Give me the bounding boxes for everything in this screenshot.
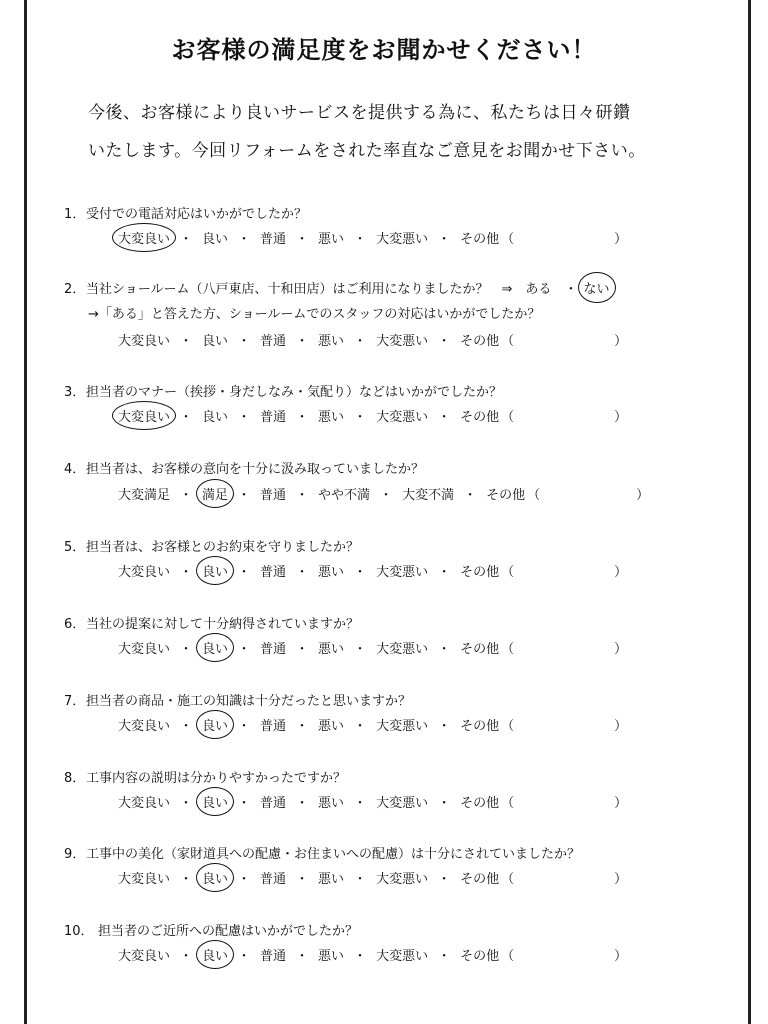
option-good[interactable]: 良い [200, 561, 230, 580]
question-text: 担当者のマナー（挨拶・身だしなみ・気配り）などはいかがでしたか？ [86, 385, 503, 400]
question-3 [64, 381, 502, 400]
option-other[interactable]: その他 [460, 642, 500, 657]
option-no-circled[interactable]: ない [582, 278, 612, 297]
question-6 [64, 613, 359, 632]
question-text: 当社ショールーム（八戸東店、十和田店）はご利用になりましたか？ ⇒ ある ・ [86, 282, 578, 297]
question-text: 工事内容の説明は分かりやすかったですか？ [86, 771, 347, 786]
option-very-bad[interactable]: 大変悪い [376, 565, 429, 580]
question-2-followup: →「ある」と答えた方、ショールームでのスタッフの対応はいかがでしたか？ [88, 307, 541, 322]
option-bad[interactable]: 悪い [318, 232, 345, 247]
intro-line-1: 今後、お客様により良いサービスを提供する為に、私たちは日々研鑽 [88, 103, 631, 123]
question-number: 3． [64, 385, 86, 400]
option-very-good[interactable]: 大変良い [118, 642, 171, 657]
option-other[interactable]: その他 [460, 719, 500, 734]
question-number: 2． [64, 282, 86, 297]
option-good[interactable]: 良い [200, 868, 230, 887]
option-other[interactable]: その他 [460, 796, 500, 811]
question-7 [64, 690, 411, 709]
option-normal[interactable]: 普通 [260, 232, 287, 247]
question-number: 9． [64, 847, 86, 862]
question-5 [64, 536, 359, 555]
option-other[interactable]: その他 [460, 232, 500, 247]
option-good[interactable]: 良い [200, 638, 230, 657]
option-satisfied[interactable]: 満足 [200, 484, 230, 503]
option-normal[interactable]: 普通 [260, 796, 287, 811]
option-normal[interactable]: 普通 [260, 949, 287, 964]
option-very-satisfied[interactable]: 大変満足 [118, 488, 171, 503]
option-good[interactable]: 良い [202, 334, 229, 349]
question-number: 1． [64, 207, 86, 222]
question-number: 8． [64, 771, 86, 786]
question-text: 担当者は、お客様とのお約束を守りましたか？ [86, 540, 360, 555]
page-border-left [24, 0, 27, 1024]
option-other[interactable]: その他 [460, 565, 500, 580]
question-text: 担当者は、お客様の意向を十分に汲み取っていましたか？ [86, 462, 425, 477]
option-normal[interactable]: 普通 [260, 565, 287, 580]
option-very-good[interactable]: 大変良い [118, 796, 171, 811]
question-number: 10． [64, 924, 94, 939]
option-very-good[interactable]: 大変良い [116, 406, 172, 425]
option-normal[interactable]: 普通 [260, 719, 287, 734]
question-1 [64, 203, 307, 222]
option-bad[interactable]: 悪い [318, 334, 345, 349]
option-bad[interactable]: 悪い [318, 872, 345, 887]
option-other[interactable]: その他 [486, 488, 526, 503]
option-bad[interactable]: 悪い [318, 565, 345, 580]
option-good[interactable]: 良い [200, 715, 230, 734]
option-good[interactable]: 良い [200, 945, 230, 964]
option-very-bad[interactable]: 大変悪い [376, 642, 429, 657]
answer-row-2: 大変良い ・ 良い ・ 普通 ・ 悪い ・ 大変悪い ・ その他 （ ） [116, 330, 627, 349]
page-title: お客様の満足度をお聞かせください！ [171, 36, 597, 64]
question-text: 受付での電話対応はいかがでしたか？ [86, 207, 308, 222]
question-number: 5． [64, 540, 86, 555]
option-very-good[interactable]: 大変良い [116, 228, 172, 247]
intro-line-2: いたします。今回リフォームをされた率直なご意見をお聞かせ下さい。 [88, 141, 646, 161]
question-4 [64, 458, 424, 477]
option-very-bad[interactable]: 大変悪い [376, 872, 429, 887]
answer-row-4: 大変満足 ・ 満足 ・ 普通 ・ やや不満 ・ 大変不満 ・ その他 （ ） [116, 484, 649, 503]
answer-row-6: 大変良い ・ 良い ・ 普通 ・ 悪い ・ 大変悪い ・ その他 （ ） [116, 638, 627, 657]
option-very-good[interactable]: 大変良い [118, 949, 171, 964]
question-text: 工事中の美化（家財道具への配慮・お住まいへの配慮）は十分にされていましたか？ [86, 847, 581, 862]
option-other[interactable]: その他 [460, 949, 500, 964]
option-normal[interactable]: 普通 [260, 410, 287, 425]
question-number: 7． [64, 694, 86, 709]
option-very-bad[interactable]: 大変悪い [376, 334, 429, 349]
option-other[interactable]: その他 [460, 410, 500, 425]
option-good[interactable]: 良い [202, 232, 229, 247]
page-border-right [748, 0, 751, 1024]
question-text: 担当者のご近所への配慮はいかがでしたか？ [98, 924, 359, 939]
answer-row-8: 大変良い ・ 良い ・ 普通 ・ 悪い ・ 大変悪い ・ その他 （ ） [116, 792, 627, 811]
option-very-bad[interactable]: 大変悪い [376, 796, 429, 811]
question-number: 4． [64, 462, 86, 477]
question-text: 担当者の商品・施工の知識は十分だったと思いますか？ [86, 694, 412, 709]
option-bad[interactable]: 悪い [318, 796, 345, 811]
answer-row-10: 大変良い ・ 良い ・ 普通 ・ 悪い ・ 大変悪い ・ その他 （ ） [116, 945, 627, 964]
question-8 [64, 767, 346, 786]
question-2 [64, 278, 612, 297]
option-bad[interactable]: 悪い [318, 410, 345, 425]
option-very-bad[interactable]: 大変悪い [376, 719, 429, 734]
answer-row-9: 大変良い ・ 良い ・ 普通 ・ 悪い ・ 大変悪い ・ その他 （ ） [116, 868, 627, 887]
question-10 [64, 920, 358, 939]
option-very-bad[interactable]: 大変悪い [376, 232, 429, 247]
question-text: 当社の提案に対して十分納得されていますか？ [86, 617, 360, 632]
option-normal[interactable]: 普通 [260, 334, 287, 349]
option-bad[interactable]: 悪い [318, 719, 345, 734]
option-other[interactable]: その他 [460, 334, 500, 349]
answer-row-3: 大変良い ・ 良い ・ 普通 ・ 悪い ・ 大変悪い ・ その他 （ ） [116, 406, 627, 425]
option-very-good[interactable]: 大変良い [118, 334, 171, 349]
question-number: 6． [64, 617, 86, 632]
option-normal[interactable]: 普通 [260, 488, 287, 503]
option-normal[interactable]: 普通 [260, 642, 287, 657]
option-very-bad[interactable]: 大変悪い [376, 410, 429, 425]
option-very-bad[interactable]: 大変悪い [376, 949, 429, 964]
answer-row-5: 大変良い ・ 良い ・ 普通 ・ 悪い ・ 大変悪い ・ その他 （ ） [116, 561, 627, 580]
answer-row-1: 大変良い ・ 良い ・ 普通 ・ 悪い ・ 大変悪い ・ その他 （ ） [116, 228, 627, 247]
option-normal[interactable]: 普通 [260, 872, 287, 887]
option-other[interactable]: その他 [460, 872, 500, 887]
question-9 [64, 843, 580, 862]
option-bad[interactable]: 悪い [318, 642, 345, 657]
option-very-good[interactable]: 大変良い [118, 565, 171, 580]
option-very-good[interactable]: 大変良い [118, 872, 171, 887]
option-very-good[interactable]: 大変良い [118, 719, 171, 734]
option-good[interactable]: 良い [202, 410, 229, 425]
answer-row-7: 大変良い ・ 良い ・ 普通 ・ 悪い ・ 大変悪い ・ その他 （ ） [116, 715, 627, 734]
option-bad[interactable]: 悪い [318, 949, 345, 964]
option-good[interactable]: 良い [200, 792, 230, 811]
option-very-dissatisfied[interactable]: 大変不満 [402, 488, 455, 503]
option-somewhat-dissatisfied[interactable]: やや不満 [318, 488, 371, 503]
